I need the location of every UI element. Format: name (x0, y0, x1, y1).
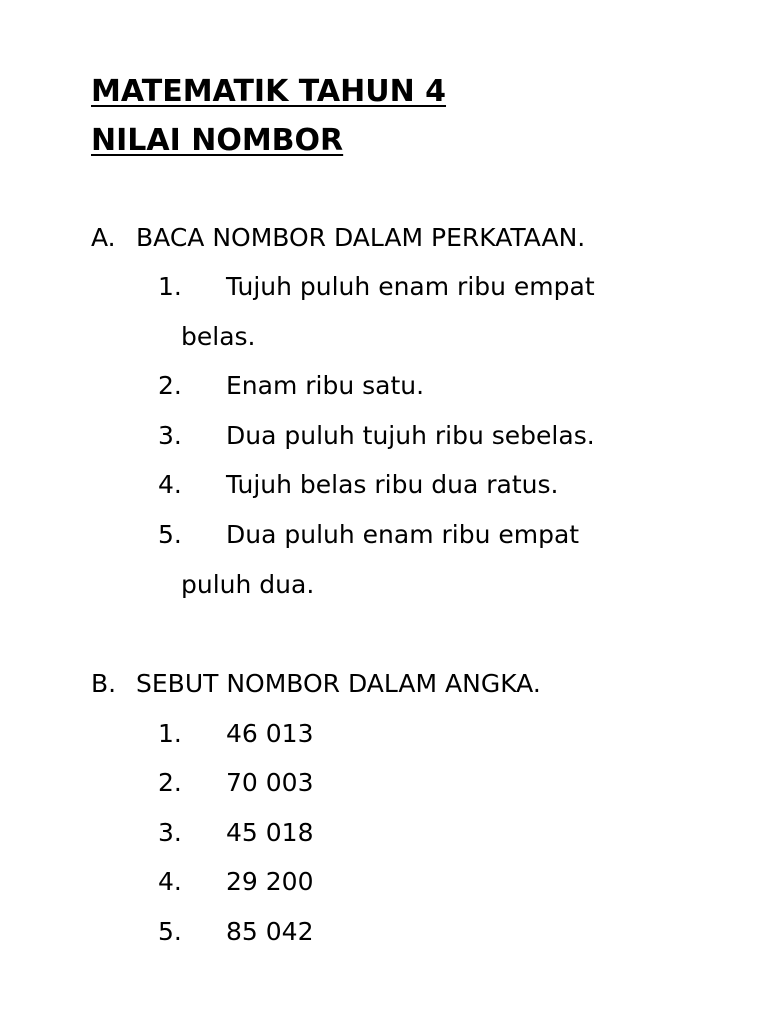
item-text: 85 042 (226, 917, 314, 946)
item-text: Tujuh belas ribu dua ratus. (226, 470, 559, 499)
section-a-item-5-continuation: puluh dua. (181, 570, 315, 599)
item-number: 1. (158, 719, 182, 748)
section-a-item-1-continuation: belas. (181, 322, 256, 351)
section-b-letter: B. (91, 669, 117, 698)
item-text: 70 003 (226, 768, 314, 797)
item-text: Enam ribu satu. (226, 371, 425, 400)
item-number: 2. (158, 768, 182, 797)
item-text: Dua puluh enam ribu empat (226, 520, 580, 549)
item-number: 4. (158, 470, 182, 499)
item-text: 46 013 (226, 719, 314, 748)
section-b-title: SEBUT NOMBOR DALAM ANGKA. (136, 669, 541, 698)
item-text: 45 018 (226, 818, 314, 847)
section-a-title: BACA NOMBOR DALAM PERKATAAN. (136, 223, 586, 252)
page-title: MATEMATIK TAHUN 4 (91, 74, 447, 109)
section-a-heading (91, 222, 585, 254)
section-b-heading (91, 668, 541, 700)
item-number: 5. (158, 917, 182, 946)
item-text: 29 200 (226, 867, 314, 896)
item-number: 4. (158, 867, 182, 896)
item-number: 3. (158, 818, 182, 847)
item-text: Dua puluh tujuh ribu sebelas. (226, 421, 595, 450)
page-subtitle: NILAI NOMBOR (91, 123, 344, 158)
item-number: 1. (158, 272, 182, 301)
item-text: Tujuh puluh enam ribu empat (226, 272, 595, 301)
section-a-letter: A. (91, 223, 116, 252)
item-number: 3. (158, 421, 182, 450)
item-number: 2. (158, 371, 182, 400)
item-number: 5. (158, 520, 182, 549)
